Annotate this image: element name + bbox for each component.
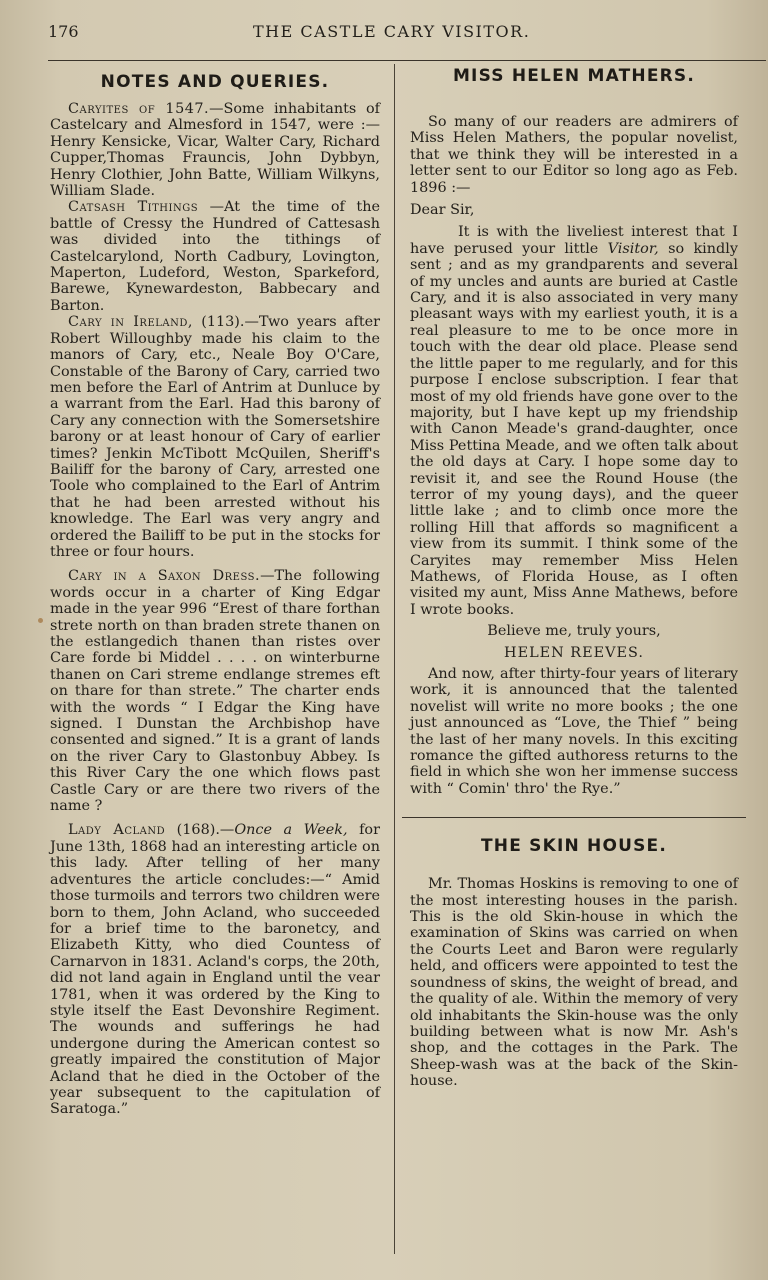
- query-lady-acland: Lady Acland (168).—Once a Week, for June 13th, 1868 had an interesting article on this lady. After telling of her many adventures the article concludes:—“ Amid those turmoils and terrors two children were born to them, John Acland, who succeeded for a brief time to the baronetcy, and Elizabeth Kitty, who died Countess of Carnarvon in 1831. Acland's corps, the 20th, did not land again in England until the vear 1781, when it was ordered by the King to style itself the East Devonshire Regiment. The wounds and sufferings he had undergone during the American contest so greatly impaired the constitution of Major Acland that he died in the October of the year subsequent to the capitulation of Saratoga.”: [50, 822, 380, 1118]
- skin-house-heading: THE SKIN HOUSE.: [480, 836, 668, 857]
- paper-stain: [38, 618, 43, 623]
- letter-salutation: Dear Sir,: [410, 202, 475, 219]
- query-caryites-1547: Caryites of 1547.—Some inhabitants of Castelcary and Almesford in 1547, were :—Henry Kensicke, Vicar, Walter Cary, Richard Cupper,Thomas Frauncis, John Dybbyn, Henry Clothier, John Batte, William Wilkyns, William Slade.: [50, 101, 381, 200]
- left-column: [50, 64, 380, 1118]
- mathers-intro: So many of our readers are admirers of Miss Helen Mathers, the popular novelist, that we think they will be interested in a letter sent to our Editor so long ago as Feb. 1896 :—: [410, 114, 738, 196]
- notes-and-queries-heading: NOTES AND QUERIES.: [100, 72, 330, 92]
- running-header: [48, 20, 560, 46]
- letter-signature: HELEN REEVES.: [504, 644, 644, 661]
- mathers-closing-paragraph: And now, after thirty-four years of literary work, it is announced that the talented novelist will write no more books ; the one just announced as “Love, the Thief ” being the last of her many novels. In this exciting romance the gifted authoress returns to the field in which she won her immense success with “ Comin' thro' the Rye.”: [410, 666, 738, 797]
- helen-mathers-heading: MISS HELEN MATHERS.: [452, 66, 696, 86]
- page-number: 176: [48, 22, 79, 41]
- letter-closing: Believe me, truly yours,: [487, 623, 661, 640]
- column-divider: [394, 64, 395, 1254]
- header-rule: [48, 60, 766, 61]
- query-cary-in-ireland: Cary in Ireland, (113).—Two years after Robert Willoughby made his claim to the manors of Cary, etc., Neale Boy O'Care, Constable of the Barony of Cary, carried two men before the Earl of Antrim at Dunluce by a warrant from the Earl. Had this barony of Cary any connection with the Somersetshire barony or at least honour of Cary of earlier times? Jenkin McTibott McQuilen, Sheriff's Bailiff for the barony of Cary, arrested one Toole who complained to the Earl of Antrim that he had been arrested without his knowledge. The Earl was very angry and ordered the Bailiff to be put in the stocks for three or four hours.: [50, 314, 380, 560]
- query-cary-saxon-dress: Cary in a Saxon Dress.—The following words occur in a charter of King Edgar made in the year 996 “Erest of thare forthan strete north on than braden strete thanen on the estlangedich thanen than ristes over Care forde bi Middel . . . . on winterburne thanen on Cari streme endlange stremes eft on thare for than strete.” The charter ends with the words “ I Edgar the King have signed. I Dunstan the Archbishop have consented and signed.” It is a grant of lands on the river Cary to Glastonbuy Abbey. Is this River Cary the one which flows past Castle Cary or are there two rivers of the name ?: [50, 568, 381, 815]
- query-catsash-tithings: Catsash Tithings —At the time of the battle of Cressy the Hundred of Cattesash was divided into the tithings of Castelcarylond, North Cadbury, Lovington, Maperton, Ludeford, Weston, Sparkeford, Barewe, Kynewardeston, Babbecary and Barton.: [50, 199, 381, 314]
- letter-body: It is with the liveliest interest that I have perused your little Visitor, so kindly sent ; and as my grandparents and several of my uncles and aunts are buried at Castle Cary, and it is also associated in very many pleasant ways with my earliest youth, it is a real pleasure to me to be once more in touch with the dear old place. Please send the little paper to me regularly, and for this purpose I enclose subscription. I fear that most of my old friends have gone over to the majority, but I have kept up my friendship with Canon Meade's grand-daughter, once Miss Pettina Meade, and we often talk about the old days at Cary. I hope some day to revisit it, and see the Round House (the terror of my young days), and the queer little lake ; and to climb once more the rolling Hill that affords so magnificent a view from its summit. I think some of the Caryites may remember Miss Helen Mathews, of Florida House, as I often visited my aunt, Miss Anne Mathews, before I wrote books.: [410, 224, 738, 618]
- running-title: THE CASTLE CARY VISITOR.: [253, 22, 531, 41]
- right-column: [410, 64, 738, 1090]
- skin-house-paragraph: Mr. Thomas Hoskins is removing to one of the most interesting houses in the parish. This is the old Skin-house in which the examination of Skins was carried on when the Courts Leet and Baron were regularly held, and officers were appointed to test the soundness of skins, the weight of bread, and the quality of ale. Within the memory of very old inhabitants the Skin-house was the only building between what is now Mr. Ash's shop, and the cottages in the Park. The Sheep-wash was at the back of the Skin-house.: [410, 876, 738, 1090]
